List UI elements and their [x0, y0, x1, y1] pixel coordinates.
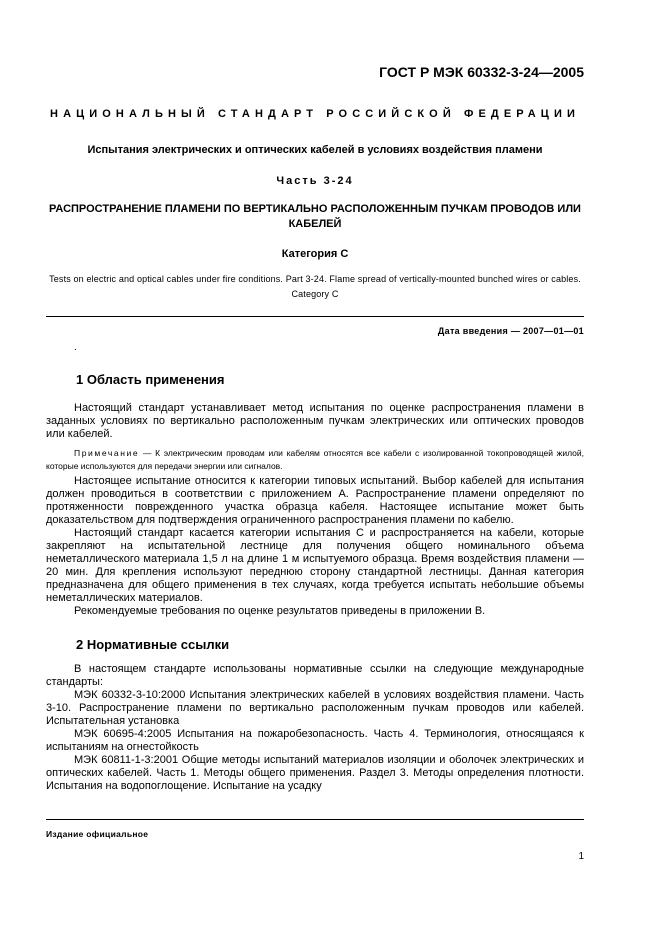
- paragraph: В настоящем стандарте использованы нормативные ссылки на следующие международные стандарты:: [46, 663, 584, 688]
- standard-code: ГОСТ Р МЭК 60332-3-24—2005: [379, 64, 584, 80]
- footer-divider: [46, 819, 584, 820]
- reference-item: МЭК 60811-1-3:2001 Общие методы испытаний материалов изоляции и оболочек электрических и оптических кабелей. Часть 1. Методы общего применения. Раздел 3. Методы определения плотности. Испытания на водопоглощение. Испытание на усадку: [46, 754, 584, 792]
- paragraph: Настоящий стандарт касается категории испытания С и распространяется на кабели, которые закрепляют на испытательной лестнице для получения общего номинального объема неметаллического материала 1,5 л на длине 1 м испытуемого образца. Время воздействия пламени — 20 мин. Для крепления используют переднюю сторону стандартной лестницы. Данная категория предназначена для общего применения в тех случаях, когда требуется испытать небольшие объемы неметаллических материалов.: [46, 527, 584, 604]
- document-page: [46, 0, 584, 936]
- stray-dot: .: [74, 342, 77, 353]
- note-text: — К электрическим проводам или кабелям относятся все кабели с изолированной токопроводящей жилой, которые используются для передачи энергии или сигналов.: [46, 448, 584, 471]
- title-line: Испытания электрических и оптических кабелей в условиях воздействия пламени: [87, 144, 543, 156]
- scope-paragraph: [46, 402, 584, 441]
- paragraph: Настоящий стандарт устанавливает метод испытания по оценке распространения пламени в заданных условиях по вертикально расположенным пучкам электрических или оптических проводов или кабелей.: [46, 402, 584, 440]
- page-number: 1: [578, 851, 584, 862]
- section-heading-references: 2 Нормативные ссылки: [76, 637, 230, 652]
- part-label: Часть 3-24: [276, 175, 354, 187]
- references-paragraphs: [46, 663, 584, 793]
- paragraph: Рекомендуемые требования по оценке результатов приведены в приложении В.: [74, 605, 486, 617]
- paragraph: Настоящее испытание относится к категории типовых испытаний. Выбор кабелей для испытания должен проводиться в соответствии с приложением А. Распространение пламени определяют по протяженности поврежденного участка образца кабеля. Настоящее испытание может быть доказательством для подтверждения ограниченного распространения пламени по кабелю.: [46, 475, 584, 526]
- section-heading-scope: 1 Область применения: [76, 372, 225, 387]
- main-title: РАСПРОСТРАНЕНИЕ ПЛАМЕНИ ПО ВЕРТИКАЛЬНО РАСПОЛОЖЕННЫМ ПУЧКАМ ПРОВОДОВ ИЛИ КАБЕЛЕЙ: [49, 203, 581, 230]
- reference-item: МЭК 60695-4:2005 Испытания на пожаробезопасность. Часть 4. Терминология, относящаяся к испытаниям на огнестойкость: [46, 728, 584, 753]
- note: [46, 447, 584, 473]
- national-standard-banner: НАЦИОНАЛЬНЫЙ СТАНДАРТ РОССИЙСКОЙ ФЕДЕРАЦИИ: [50, 108, 580, 120]
- scope-paragraphs: [46, 475, 584, 618]
- introduction-date: Дата введения — 2007—01—01: [437, 326, 584, 336]
- edition-label: Издание официальное: [46, 829, 149, 839]
- reference-item: МЭК 60332-3-10:2000 Испытания электрических кабелей в условиях воздействия пламени. Часть 3-10. Распространение пламени по вертикально расположенным пучкам проводов или кабелей. Испытательная установка: [46, 689, 584, 727]
- english-title: Tests on electric and optical cables under fire conditions. Part 3-24. Flame spread of vertically-mounted bunched wires or cables. Category C: [49, 274, 581, 299]
- category-label: Категория С: [281, 248, 349, 260]
- divider: [46, 316, 584, 317]
- note-label: Примечание: [74, 448, 140, 458]
